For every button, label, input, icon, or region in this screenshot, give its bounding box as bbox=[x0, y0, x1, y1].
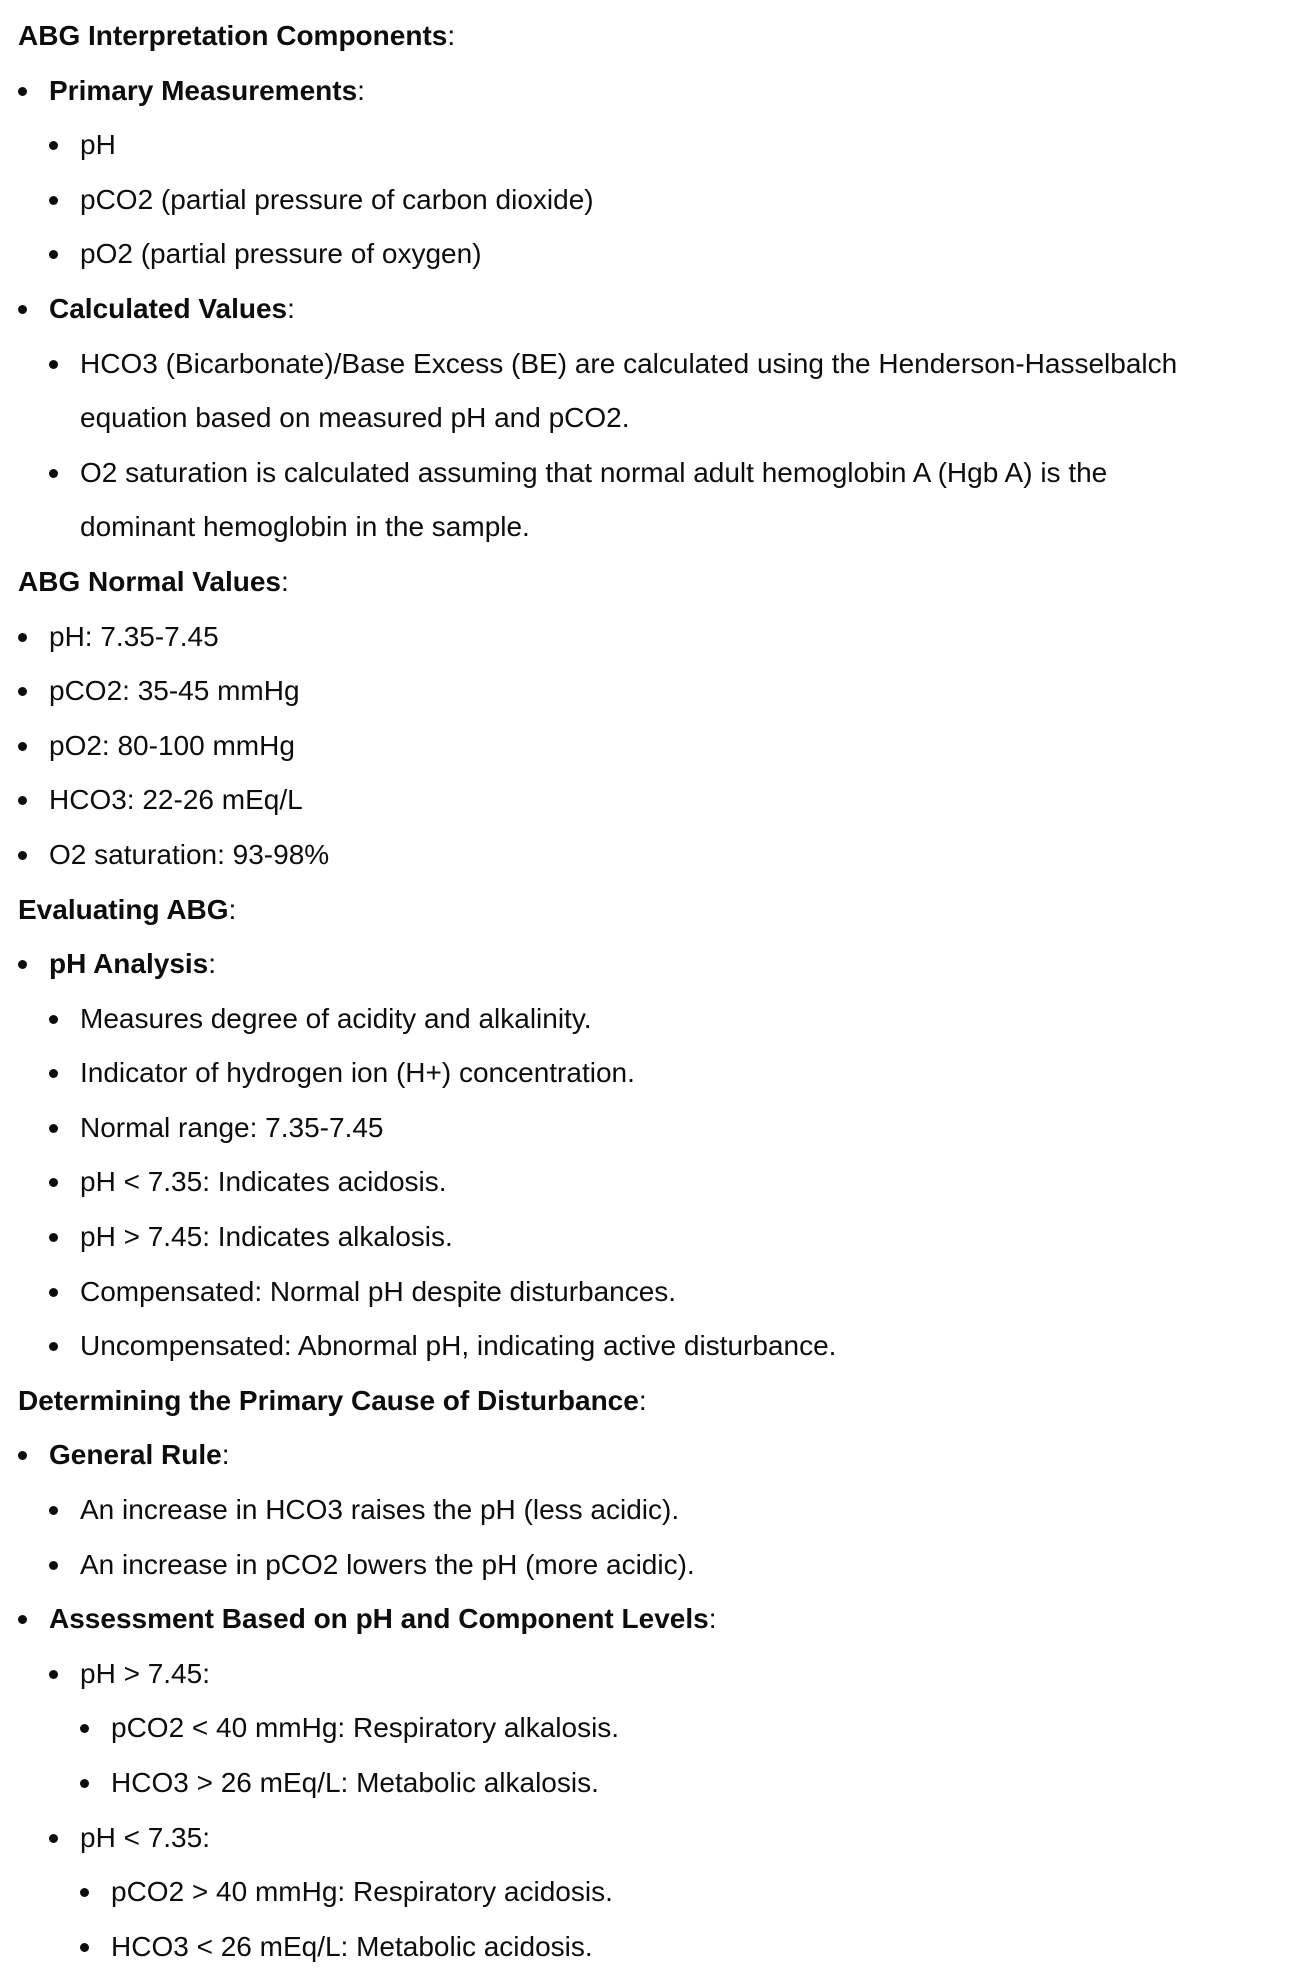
list-item-ph-low: pH < 7.35: bbox=[18, 1811, 1293, 1866]
list-item-assessment: Assessment Based on pH and Component Levels: bbox=[18, 1592, 1293, 1647]
list-item: Normal range: 7.35-7.45 bbox=[18, 1101, 1293, 1156]
list-item: Measures degree of acidity and alkalinity. bbox=[18, 992, 1293, 1047]
list-item: Uncompensated: Abnormal pH, indicating active disturbance. bbox=[18, 1319, 1293, 1374]
list-item: pH < 7.35: Indicates acidosis. bbox=[18, 1155, 1293, 1210]
heading-primary-cause: Determining the Primary Cause of Disturbance: bbox=[18, 1384, 647, 1416]
list-item: HCO3 > 26 mEq/L: Metabolic alkalosis. bbox=[18, 1756, 1293, 1811]
list-item-primary-measurements: Primary Measurements: bbox=[18, 64, 1293, 119]
list-item: pCO2 > 40 mmHg: Respiratory acidosis. bbox=[18, 1865, 1293, 1920]
list-item: HCO3 (Bicarbonate)/Base Excess (BE) are calculated using the Henderson-Hasselbalch bbox=[18, 337, 1293, 392]
list-item: pO2 (partial pressure of oxygen) bbox=[18, 227, 1293, 282]
list-item: HCO3: 22-26 mEq/L bbox=[18, 773, 1293, 828]
list-item-calculated-values: Calculated Values: bbox=[18, 282, 1293, 337]
list-item: Compensated: Normal pH despite disturbances. bbox=[18, 1265, 1293, 1320]
list-item-general-rule: General Rule: bbox=[18, 1428, 1293, 1483]
list-item: O2 saturation is calculated assuming that normal adult hemoglobin A (Hgb A) is the bbox=[18, 446, 1293, 501]
list-item: pCO2 (partial pressure of carbon dioxide) bbox=[18, 173, 1293, 228]
list-item: pH: 7.35-7.45 bbox=[18, 610, 1293, 665]
heading-evaluating: Evaluating ABG: bbox=[18, 893, 237, 925]
list-item: pCO2: 35-45 mmHg bbox=[18, 664, 1293, 719]
list-item: An increase in pCO2 lowers the pH (more acidic). bbox=[18, 1538, 1293, 1593]
list-item: pH bbox=[18, 118, 1293, 173]
heading-components: ABG Interpretation Components: bbox=[18, 20, 456, 51]
list-item: pCO2 < 40 mmHg: Respiratory alkalosis. bbox=[18, 1701, 1293, 1756]
list-item: Indicator of hydrogen ion (H+) concentration. bbox=[18, 1046, 1293, 1101]
list-item-ph-analysis: pH Analysis: bbox=[18, 937, 1293, 992]
list-item: An increase in HCO3 raises the pH (less acidic). bbox=[18, 1483, 1293, 1538]
list-item: pO2: 80-100 mmHg bbox=[18, 719, 1293, 774]
list-item: HCO3 < 26 mEq/L: Metabolic acidosis. bbox=[18, 1920, 1293, 1974]
list-item: O2 saturation: 93-98% bbox=[18, 828, 1293, 883]
list-item-continuation: equation based on measured pH and pCO2. bbox=[80, 402, 630, 434]
list-item-continuation: dominant hemoglobin in the sample. bbox=[80, 511, 530, 543]
document-body bbox=[18, 9, 1293, 1974]
list-item: pH > 7.45: Indicates alkalosis. bbox=[18, 1210, 1293, 1265]
heading-normal-values: ABG Normal Values: bbox=[18, 565, 289, 597]
list-item-ph-high: pH > 7.45: bbox=[18, 1647, 1293, 1702]
